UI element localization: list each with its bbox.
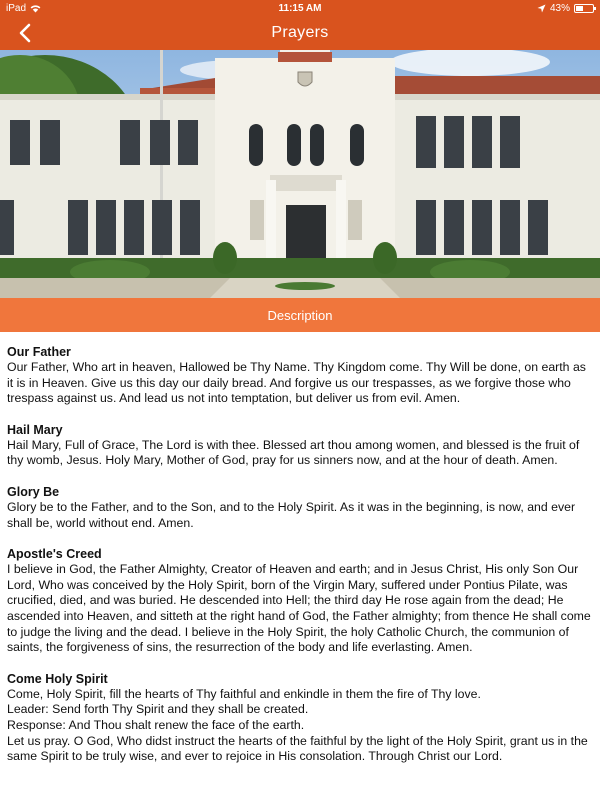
building-image [0, 50, 600, 298]
battery-icon [574, 4, 594, 13]
location-arrow-icon [537, 4, 546, 13]
prayer-line: Our Father, Who art in heaven, Hallowed be Thy Name. Thy Kingdom come. Thy Will be done, on earth as it is in Heaven. Give us this day our daily bread. And forgive us our trespasses, as we forgive those who trespass against us. And lead us not into temptation, but deliver us from evil. Amen. [7, 360, 586, 406]
prayer-title: Come Holy Spirit [7, 671, 108, 686]
prayer-section [7, 484, 595, 531]
description-label: Description [267, 307, 333, 323]
prayer-text [7, 500, 595, 531]
navigation-bar [0, 16, 600, 50]
battery-percent: 43% [549, 2, 570, 14]
prayer-section [7, 344, 595, 407]
prayer-text [7, 360, 595, 407]
prayer-line: I believe in God, the Father Almighty, Creator of Heaven and earth; and in Jesus Christ, His only Son Our Lord, Who was conceived by the Holy Spirit, born of the Virgin Mary, suffered under Pontius Pilate, was crucified, died, and was buried. He descended into Hell; the third day He rose again from the dead; He ascended into Heaven, and sitteth at the right hand of God, the Father almighty; from thence He shall come to judge the living and the dead. I believe in the Holy Spirit, the holy Catholic Church, the communion of saints, the forgiveness of sins, the resurrection of the body and life everlasting. Amen. [7, 562, 591, 655]
prayer-line: Come, Holy Spirit, fill the hearts of Thy faithful and enkindle in them the fire of Thy love. [7, 686, 481, 701]
prayer-line: Leader: Send forth Thy Spirit and they shall be created. [7, 702, 309, 717]
description-section-header [0, 298, 600, 332]
prayers-list [7, 344, 595, 780]
prayer-line: Response: And Thou shalt renew the face of the earth. [7, 717, 305, 732]
page-title: Prayers [271, 24, 329, 41]
status-time: 11:15 AM [278, 2, 322, 14]
prayer-line: Hail Mary, Full of Grace, The Lord is with thee. Blessed art thou among women, and blessed is the fruit of thy womb, Jesus. Holy Mary, Mother of God, pray for us sinners now, and at the hour of death. Amen. [7, 437, 580, 468]
wifi-icon [30, 4, 41, 13]
prayer-title: Glory Be [7, 484, 60, 499]
back-button[interactable] [12, 21, 38, 45]
prayer-section [7, 671, 595, 765]
school-building-photo [0, 50, 600, 298]
prayer-section [7, 546, 595, 656]
prayer-line: Let us pray. O God, Who didst instruct the hearts of the faithful by the light of the Holy Spirit, grant us in the same Spirit to be truly wise, and ever to rejoice in His consolation. Through Christ our Lord. [7, 733, 588, 764]
prayer-line: Glory be to the Father, and to the Son, and to the Holy Spirit. As it was in the beginning, is now, and ever shall be, world without end. Amen. [7, 499, 576, 530]
battery-level [576, 6, 583, 11]
prayer-text [7, 562, 595, 656]
prayer-title: Apostle's Creed [7, 547, 102, 562]
prayer-section [7, 422, 595, 469]
prayer-title: Our Father [7, 345, 71, 359]
prayer-title: Hail Mary [7, 422, 63, 437]
status-bar [0, 0, 600, 16]
prayer-text [7, 687, 595, 765]
prayer-text [7, 438, 595, 469]
chevron-left-icon [18, 23, 32, 43]
device-label: iPad [6, 2, 27, 14]
